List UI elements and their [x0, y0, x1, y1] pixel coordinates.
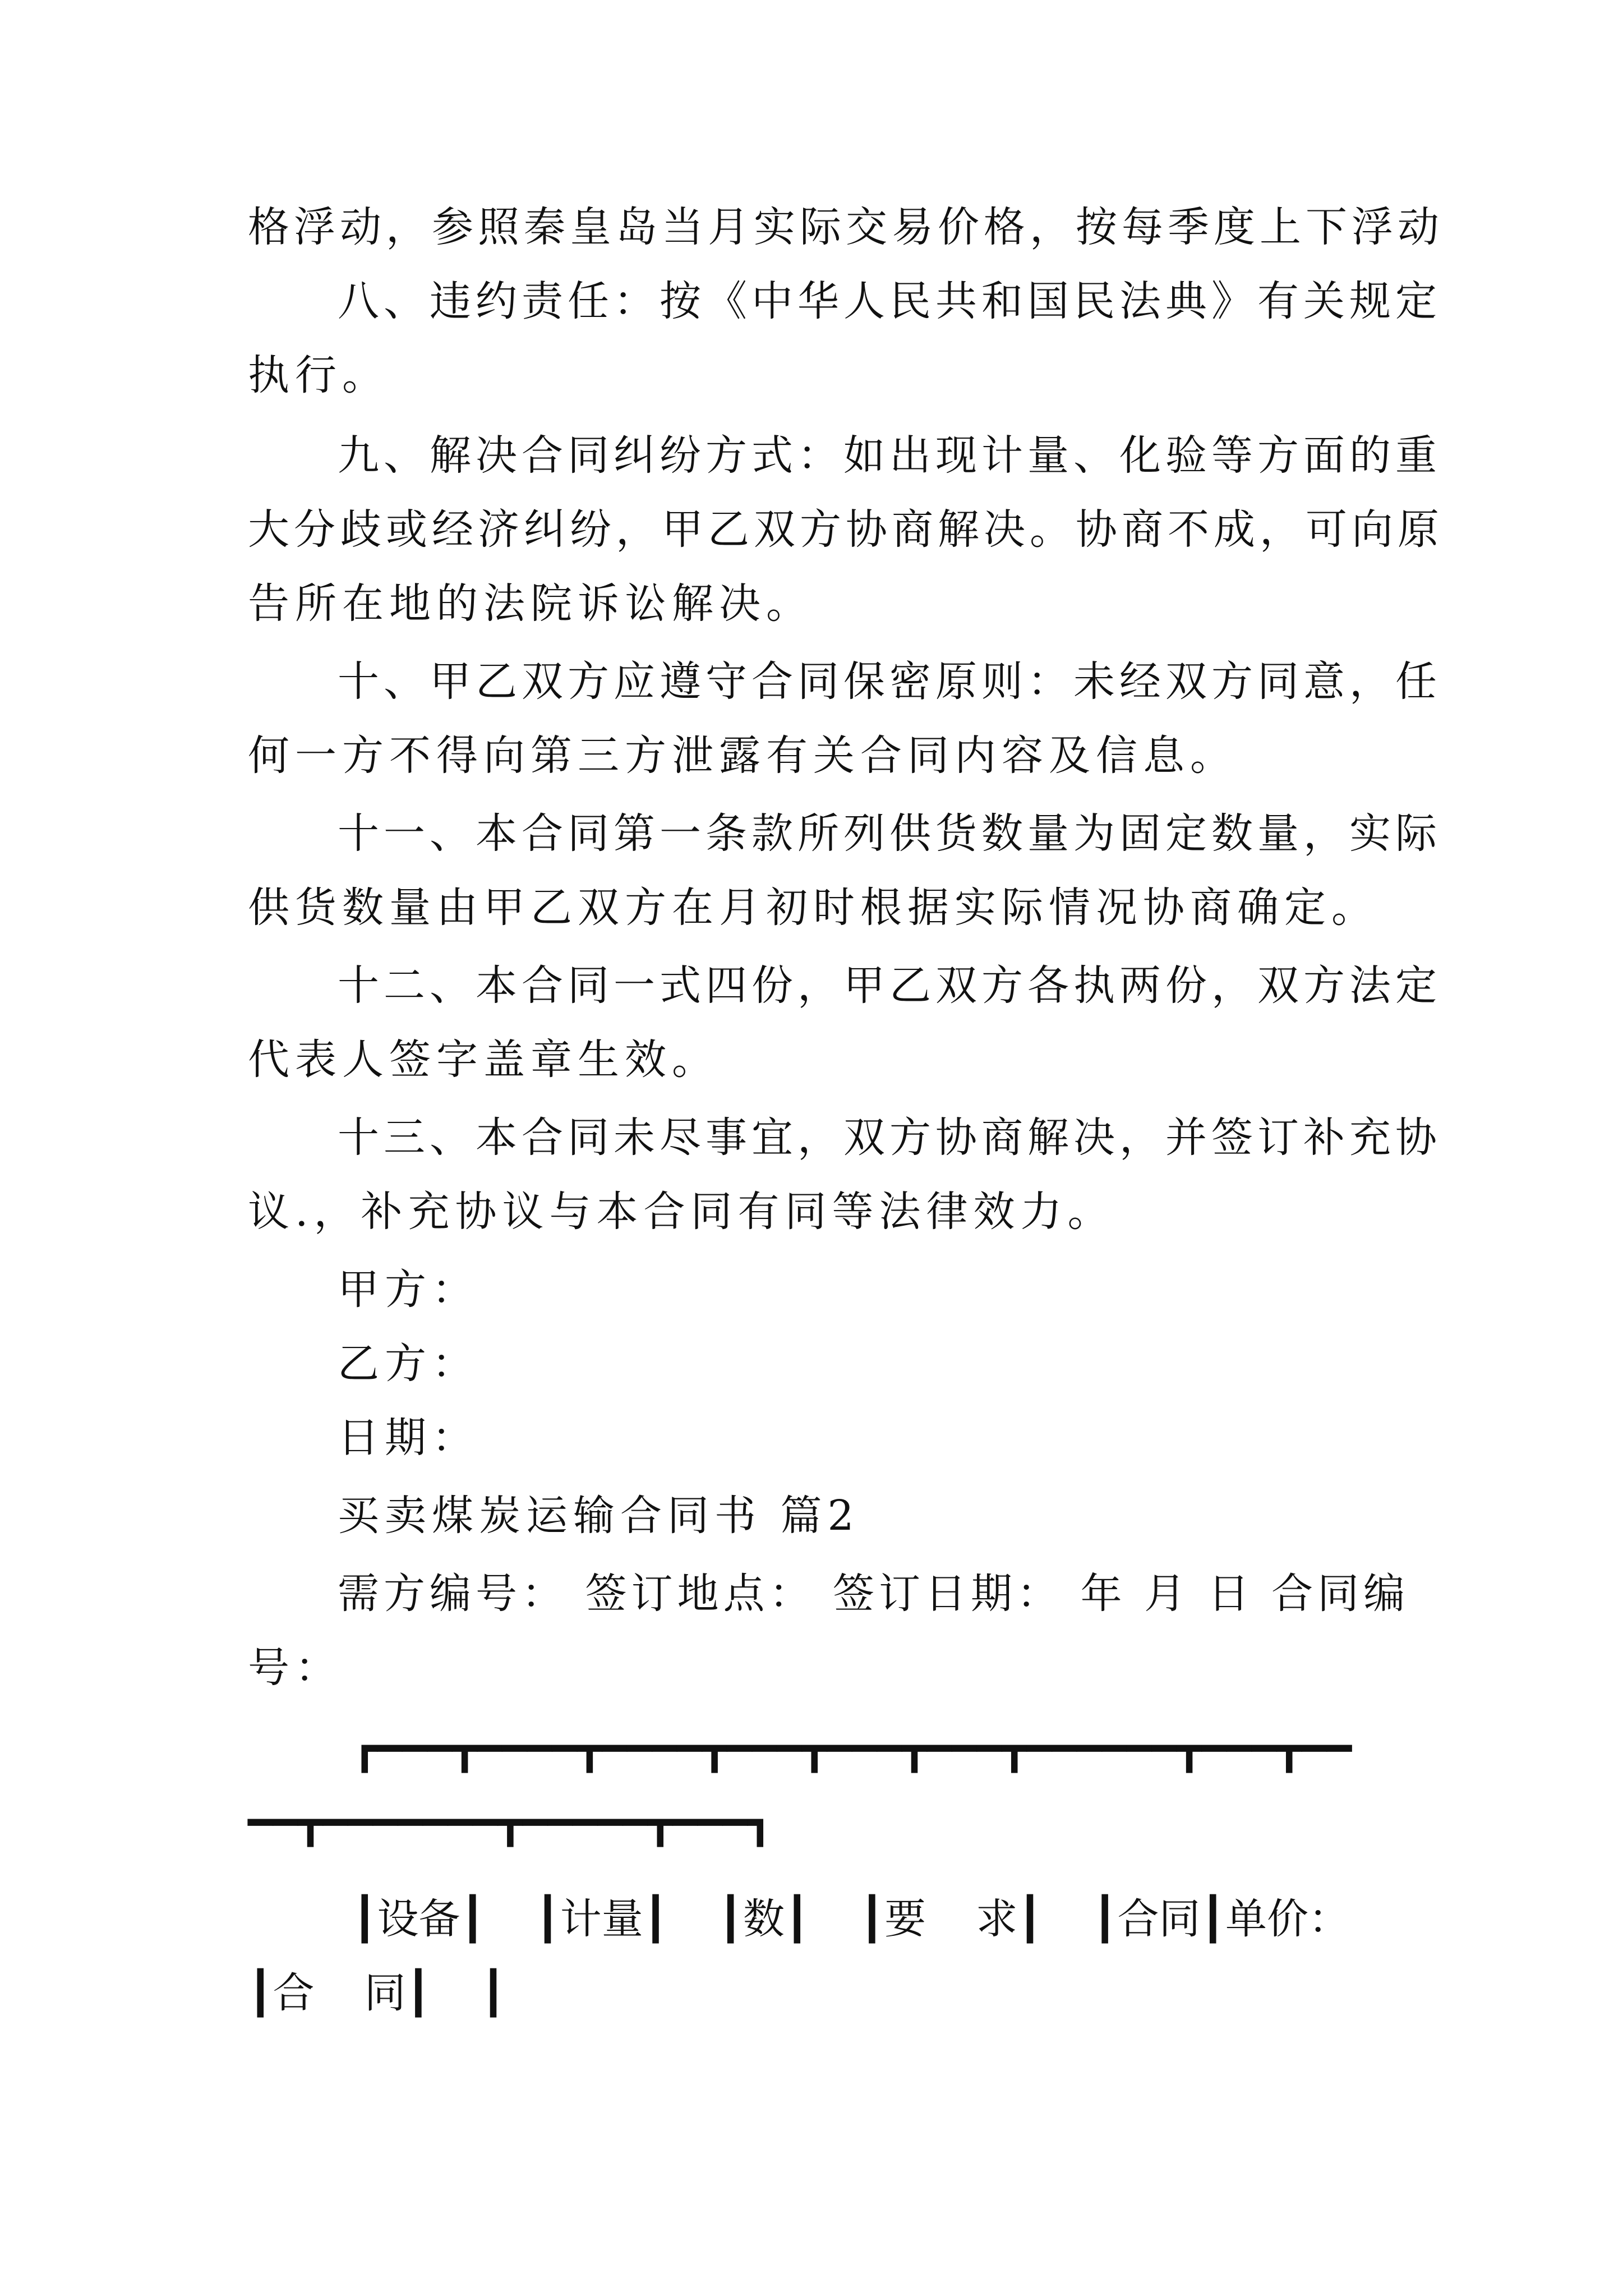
clause-12-line-1: 十二、本合同一式四份，甲乙双方各执两份，双方法定 — [338, 961, 1441, 1010]
clause-8-line-2: 执行。 — [248, 351, 389, 399]
section-title: 买卖煤炭运输合同书 篇2 — [338, 1492, 860, 1540]
clause-10-line-1: 十、甲乙双方应遵守合同保密原则：未经双方同意，任 — [338, 657, 1441, 706]
party-b-label: 乙方： — [338, 1340, 479, 1388]
date-label: 日期： — [338, 1414, 479, 1462]
clause-12-line-2: 代表人签字盖章生效。 — [248, 1036, 719, 1084]
clause-13-line-2: 议.，补充协议与本合同有同等法律效力。 — [248, 1188, 1115, 1236]
clause-9-line-3: 告所在地的法院诉讼解决。 — [248, 579, 813, 628]
clause-8-line-1: 八、违约责任：按《中华人民共和国民法典》有关规定 — [338, 277, 1441, 325]
clause-13-line-1: 十三、本合同未尽事宜，双方协商解决，并签订补充协 — [338, 1114, 1441, 1162]
contract-header-line-1: 需方编号： 签订地点： 签订日期： 年 月 日 合同编 — [338, 1570, 1410, 1618]
table-header-row-1: ┃设备┃ ┃计量┃ ┃数┃ ┃要 求┃ ┃合同┃单价： — [352, 1895, 1350, 1943]
table-border-top: ┏━━━┳━━━━┳━━━━┳━━━┳━━━┳━━━┳━━━━━━┳━━━┳━━ — [352, 1724, 1352, 1773]
table-header-row-2: ┃合 同┃ ┃ — [248, 1969, 506, 2017]
clause-9-line-1: 九、解决合同纠纷方式：如出现计量、化验等方面的重 — [338, 431, 1441, 480]
clause-11-line-1: 十一、本合同第一条款所列供货数量为固定数量，实际 — [338, 809, 1441, 858]
clause-9-line-2: 大分歧或经济纠纷，甲乙双方协商解决。协商不成，可向原 — [248, 505, 1444, 554]
party-a-label: 甲方： — [338, 1266, 479, 1314]
clause-10-line-2: 何一方不得向第三方泄露有关合同内容及信息。 — [248, 731, 1237, 780]
contract-header-line-2: 号： — [248, 1644, 342, 1692]
paragraph-line: 格浮动，参照秦皇岛当月实际交易价格，按每季度上下浮动 — [248, 203, 1444, 251]
clause-11-line-2: 供货数量由甲乙双方在月初时根据实际情况协商确定。 — [248, 884, 1378, 932]
table-border-top-continued: ━━┳━━━━━━━┳━━━━━┳━━━┓ — [248, 1798, 773, 1847]
